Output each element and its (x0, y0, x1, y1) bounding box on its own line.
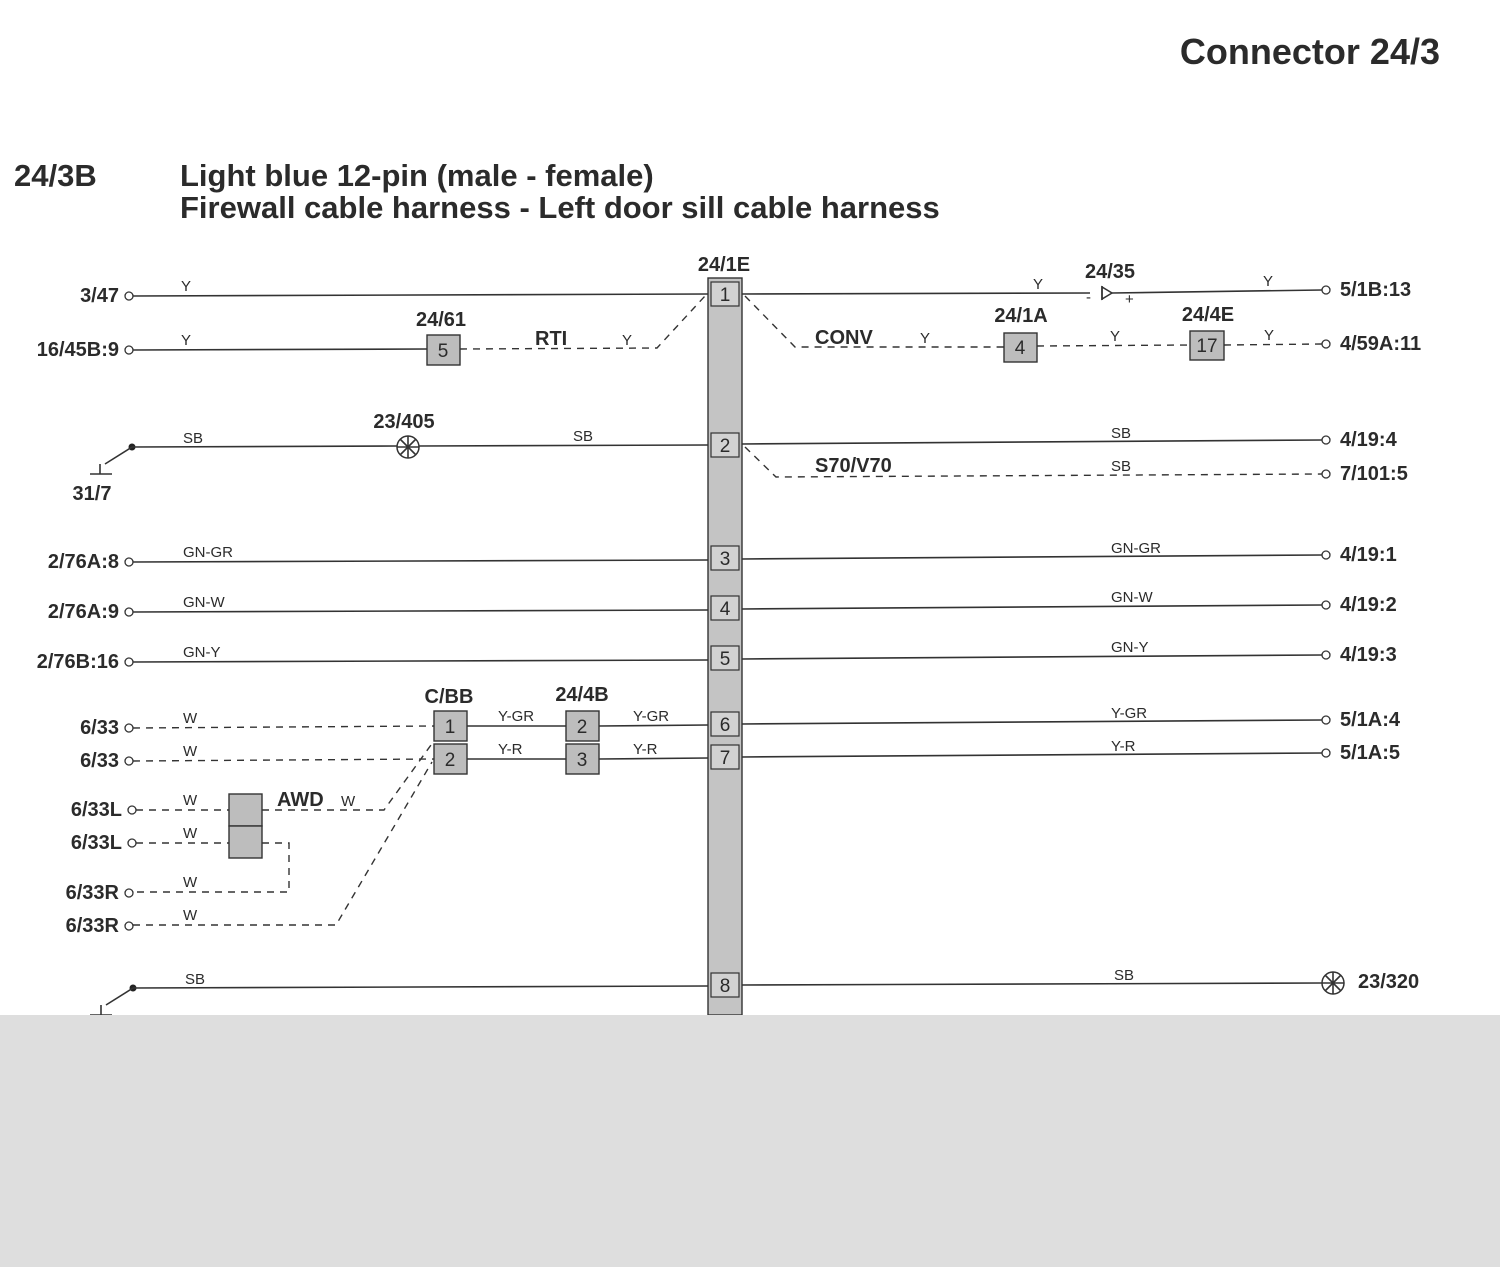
wire-color-label: W (183, 710, 198, 727)
terminal-ring (1322, 749, 1330, 757)
terminal-ring (1322, 651, 1330, 659)
terminal-ring (128, 806, 136, 814)
pin-7-label: 7 (719, 748, 731, 769)
wire-color-label: W (341, 793, 356, 810)
pin-box (711, 973, 739, 997)
terminal-ring (1322, 340, 1330, 348)
diode-minus-sign: - (1086, 289, 1091, 306)
wire-dashed (745, 296, 1004, 347)
wire-dashed (1224, 344, 1322, 345)
component-24-61-label: 24/61 (415, 309, 467, 331)
pin-8-label: 8 (719, 976, 731, 997)
wire-dashed (460, 296, 705, 349)
wire (599, 758, 708, 759)
wire-color-label: Y (1264, 327, 1275, 344)
wire-color-label: GN-W (183, 594, 225, 611)
pin-box (711, 282, 739, 306)
note-s70-v70: S70/V70 (815, 455, 892, 477)
component-24-4b-label: 24/4B (555, 684, 609, 706)
wire-color-label: SB (185, 971, 206, 988)
wire-color-label: SB (183, 430, 204, 447)
component-24-1a-label: 24/1A (994, 305, 1048, 327)
pin-box (711, 712, 739, 736)
terminal-4-19-2: 4/19:2 (1340, 594, 1397, 616)
terminal-2-76b-16: 2/76B:16 (36, 651, 119, 673)
terminal-ring (125, 558, 133, 566)
wire-dashed (133, 843, 289, 892)
terminal-ring (125, 889, 133, 897)
component-24-35-label: 24/35 (1084, 261, 1136, 283)
terminal-ring (128, 839, 136, 847)
wire (133, 294, 708, 296)
central-connector-label: 24/1E (697, 254, 751, 276)
wire-color-label: GN-Y (1111, 639, 1149, 656)
wire (742, 605, 1322, 609)
terminal-6-33r-b: 6/33R (65, 915, 119, 937)
ground-switch-icon (90, 444, 136, 475)
wire-color-label: Y-R (498, 741, 523, 758)
wire (742, 753, 1322, 757)
terminal-6-33-b: 6/33 (80, 750, 119, 772)
wire-color-label: W (183, 907, 198, 924)
note-rti: RTI (535, 328, 568, 350)
terminal-6-33: 6/33 (80, 717, 119, 739)
wire-color-label: Y (622, 332, 633, 349)
pin-1-label: 1 (719, 285, 731, 306)
wire-color-label: W (183, 792, 198, 809)
component-cbb-label: C/BB (424, 686, 474, 708)
terminal-ring (125, 757, 133, 765)
awd-block-bottom (229, 826, 262, 858)
wire (133, 349, 427, 350)
terminal-7-101-5: 7/101:5 (1340, 463, 1408, 485)
terminal-ring (125, 922, 133, 930)
wire-color-label: Y (1263, 273, 1274, 290)
terminal-ring (125, 724, 133, 732)
terminal-2-76a-9: 2/76A:9 (47, 601, 119, 623)
diode-icon (1102, 286, 1112, 300)
wire-color-label: SB (1111, 425, 1132, 442)
wire (132, 446, 397, 447)
wire-color-label: Y-GR (498, 708, 535, 725)
pin-3-label: 3 (719, 549, 731, 570)
wire (419, 445, 708, 446)
pin-box (711, 433, 739, 457)
terminal-4-19-3: 4/19:3 (1340, 644, 1397, 666)
splice-point-icon (1322, 972, 1344, 994)
wire (133, 986, 708, 988)
wire-color-label: W (183, 825, 198, 842)
wire-color-label: W (183, 743, 198, 760)
wire-color-label: GN-Y (183, 644, 221, 661)
wire (1112, 290, 1322, 293)
component-cbb-pin-1: 1 (444, 717, 456, 738)
wire-dashed (133, 759, 434, 761)
terminal-4-59a-11: 4/59A:11 (1340, 333, 1422, 355)
component-24-4e-label: 24/4E (1181, 304, 1235, 326)
component-24-4b-pin-3: 3 (576, 750, 588, 771)
wire (742, 720, 1322, 724)
component-cbb-pin-2: 2 (444, 750, 456, 771)
terminal-ring (125, 346, 133, 354)
terminal-23-320: 23/320 (1358, 971, 1420, 993)
pin-4-label: 4 (719, 599, 731, 620)
component-24-61-pin: 5 (437, 341, 449, 362)
terminal-6-33l-b: 6/33L (70, 832, 122, 854)
terminal-5-1b-13: 5/1B:13 (1340, 279, 1412, 301)
terminal-ring (1322, 286, 1330, 294)
pin-5-label: 5 (719, 649, 731, 670)
terminal-2-76a-8: 2/76A:8 (47, 551, 119, 573)
awd-block-top (229, 794, 262, 826)
wire-color-label: Y-GR (1111, 705, 1148, 722)
wire-dashed (1037, 345, 1190, 346)
pin-box (711, 596, 739, 620)
connector-harness: Firewall cable harness - Left door sill cable harness (180, 190, 940, 225)
wire-color-label: Y-GR (633, 708, 670, 725)
terminal-6-33r: 6/33R (65, 882, 119, 904)
connector-description: Light blue 12-pin (male - female) (180, 158, 654, 193)
component-24-4b-pin-2: 2 (576, 717, 588, 738)
terminal-4-19-1: 4/19:1 (1340, 544, 1397, 566)
wire-color-label: Y (1110, 328, 1121, 345)
component-23-405-label: 23/405 (373, 411, 435, 433)
wire-color-label: GN-GR (1111, 540, 1161, 557)
terminal-ring (125, 658, 133, 666)
terminal-5-1a-5: 5/1A:5 (1340, 742, 1401, 764)
wire-color-label: Y-R (633, 741, 658, 758)
wire-color-label: SB (1114, 967, 1135, 984)
wire-color-label: Y-R (1111, 738, 1136, 755)
wire-color-label: Y (920, 330, 931, 347)
wire (742, 555, 1322, 559)
splice-point-icon (397, 436, 419, 458)
pin-box (711, 546, 739, 570)
terminal-6-33l: 6/33L (70, 799, 122, 821)
diode-plus-sign: + (1125, 291, 1134, 308)
wire (742, 440, 1322, 444)
component-24-4e-pin: 17 (1196, 336, 1218, 357)
component-24-1a-pin: 4 (1014, 338, 1026, 359)
wire-color-label: SB (573, 428, 594, 445)
wire-color-label: Y (181, 332, 192, 349)
connector-id: 24/3B (14, 158, 97, 193)
wire-color-label: Y (1033, 276, 1044, 293)
pin-box (711, 646, 739, 670)
pin-box (711, 745, 739, 769)
terminal-ring (1322, 716, 1330, 724)
note-conv: CONV (815, 327, 873, 349)
wire-dashed (133, 726, 434, 728)
terminal-ring (125, 608, 133, 616)
wire-color-label: GN-W (1111, 589, 1153, 606)
wire-color-label: W (183, 874, 198, 891)
note-awd: AWD (277, 789, 324, 811)
wire-color-label: GN-GR (183, 544, 233, 561)
terminal-16-45b-9: 16/45B:9 (36, 339, 119, 361)
terminal-ring (1322, 601, 1330, 609)
ground-31-7-label: 31/7 (72, 483, 112, 505)
wire (742, 983, 1322, 985)
wire (742, 293, 1090, 294)
terminal-ring (1322, 436, 1330, 444)
terminal-5-1a-4: 5/1A:4 (1340, 709, 1401, 731)
terminal-4-19-4: 4/19:4 (1340, 429, 1397, 451)
terminal-3-47: 3/47 (80, 285, 119, 307)
ground-switch-icon (90, 985, 137, 1016)
wire (742, 655, 1322, 659)
wire-color-label: Y (181, 278, 192, 295)
wire-color-label: SB (1111, 458, 1132, 475)
wire (599, 725, 708, 726)
terminal-ring (1322, 551, 1330, 559)
pin-6-label: 6 (719, 715, 731, 736)
pin-2-label: 2 (719, 436, 731, 457)
terminal-ring (125, 292, 133, 300)
terminal-ring (1322, 470, 1330, 478)
page-title: Connector 24/3 (1179, 31, 1440, 72)
